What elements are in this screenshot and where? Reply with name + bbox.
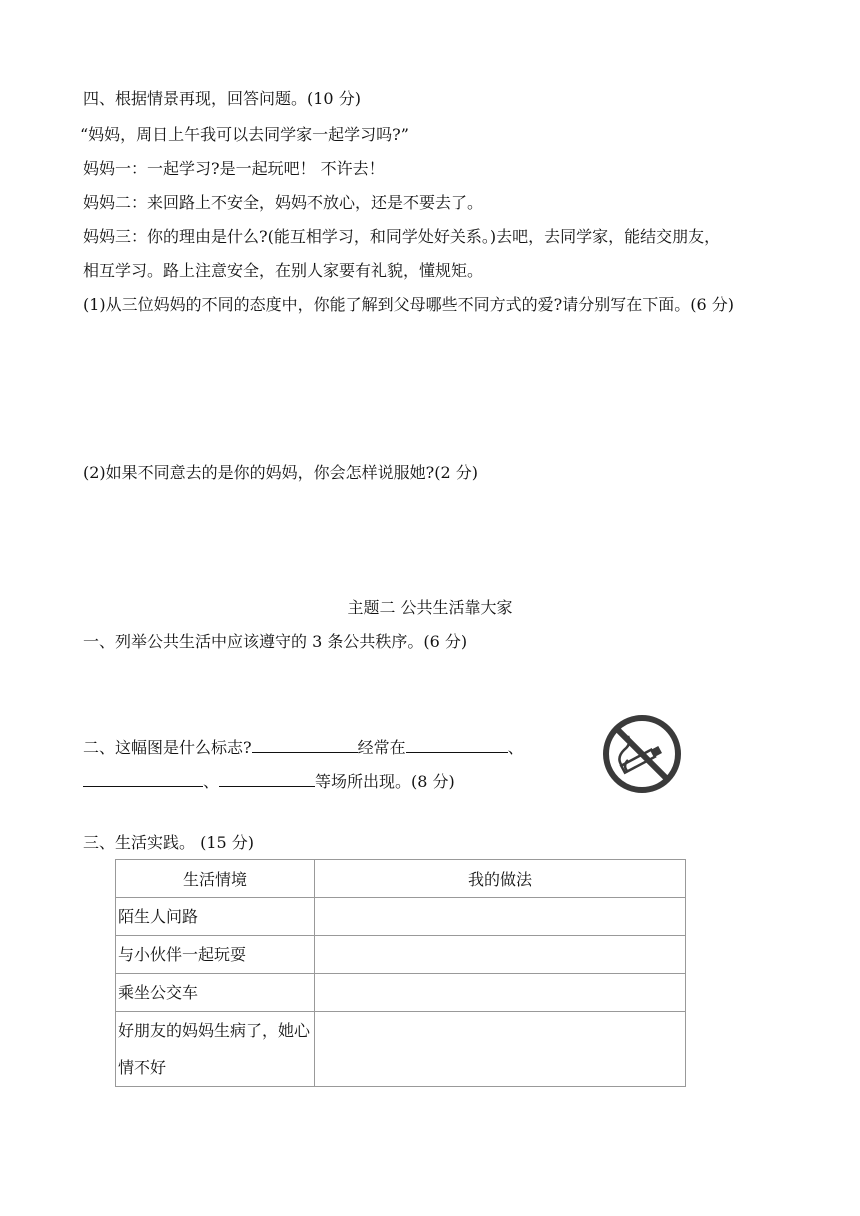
- situation-cell: 好朋友的妈妈生病了，她心情不好: [116, 1012, 315, 1087]
- theme2-title: 主题二 公共生活靠大家: [347, 598, 513, 617]
- table-row: [116, 1012, 686, 1087]
- place-answer-blank-2[interactable]: [83, 768, 203, 787]
- no-smoking-sign-icon: [602, 714, 682, 794]
- theme2-question3: 三、生活实践。 (15 分): [83, 833, 255, 852]
- answer-cell[interactable]: [315, 898, 686, 936]
- table-row: [116, 898, 686, 936]
- theme2-question1: 一、列举公共生活中应该遵守的 3 条公共秩序。(6 分): [83, 632, 468, 651]
- section4-quote: “妈妈，周日上午我可以去同学家一起学习吗?”: [80, 125, 409, 144]
- question2-text-a: 二、这幅图是什么标志?: [83, 738, 252, 757]
- answer-cell[interactable]: [315, 1012, 686, 1087]
- question2-text-c: 等场所出现。(8 分): [315, 772, 455, 791]
- situation-cell: 乘坐公交车: [116, 974, 315, 1012]
- situation-cell: 与小伙伴一起玩耍: [116, 936, 315, 974]
- mom1-text: 妈妈一：一起学习?是一起玩吧！ 不许去！: [83, 159, 385, 178]
- mom2-text: 妈妈二：来回路上不安全，妈妈不放心，还是不要去了。: [83, 193, 484, 212]
- header-situation: 生活情境: [116, 860, 315, 898]
- table-row: [116, 974, 686, 1012]
- place-answer-blank-1[interactable]: [406, 734, 508, 753]
- question2-separator-1: 、: [507, 738, 524, 757]
- answer-cell[interactable]: [315, 936, 686, 974]
- table-row: [116, 936, 686, 974]
- header-my-action: 我的做法: [315, 860, 686, 898]
- theme2-question2-line1: [83, 734, 524, 759]
- answer-cell[interactable]: [315, 974, 686, 1012]
- table-header-row: [116, 860, 686, 898]
- section4-heading: 四、根据情景再现，回答问题。(10 分): [83, 89, 361, 108]
- section4-question2: (2)如果不同意去的是你的妈妈，你会怎样说服她?(2 分): [83, 463, 478, 482]
- sign-answer-blank[interactable]: [252, 734, 358, 753]
- question2-text-b: 经常在: [357, 738, 406, 757]
- mom3-text-line1: 妈妈三：你的理由是什么?(能互相学习，和同学处好关系。)去吧，去同学家，能结交朋友，: [83, 227, 721, 246]
- situation-cell: 陌生人问路: [116, 898, 315, 936]
- practice-table: [115, 859, 686, 1087]
- mom3-text-line2: 相互学习。路上注意安全，在别人家要有礼貌，懂规矩。: [83, 261, 484, 280]
- question2-separator-2: 、: [203, 772, 220, 791]
- section4-question1: (1)从三位妈妈的不同的态度中，你能了解到父母哪些不同方式的爱?请分别写在下面。(6 分): [83, 295, 734, 314]
- theme2-question2-line2: [83, 768, 455, 793]
- place-answer-blank-3[interactable]: [219, 768, 315, 787]
